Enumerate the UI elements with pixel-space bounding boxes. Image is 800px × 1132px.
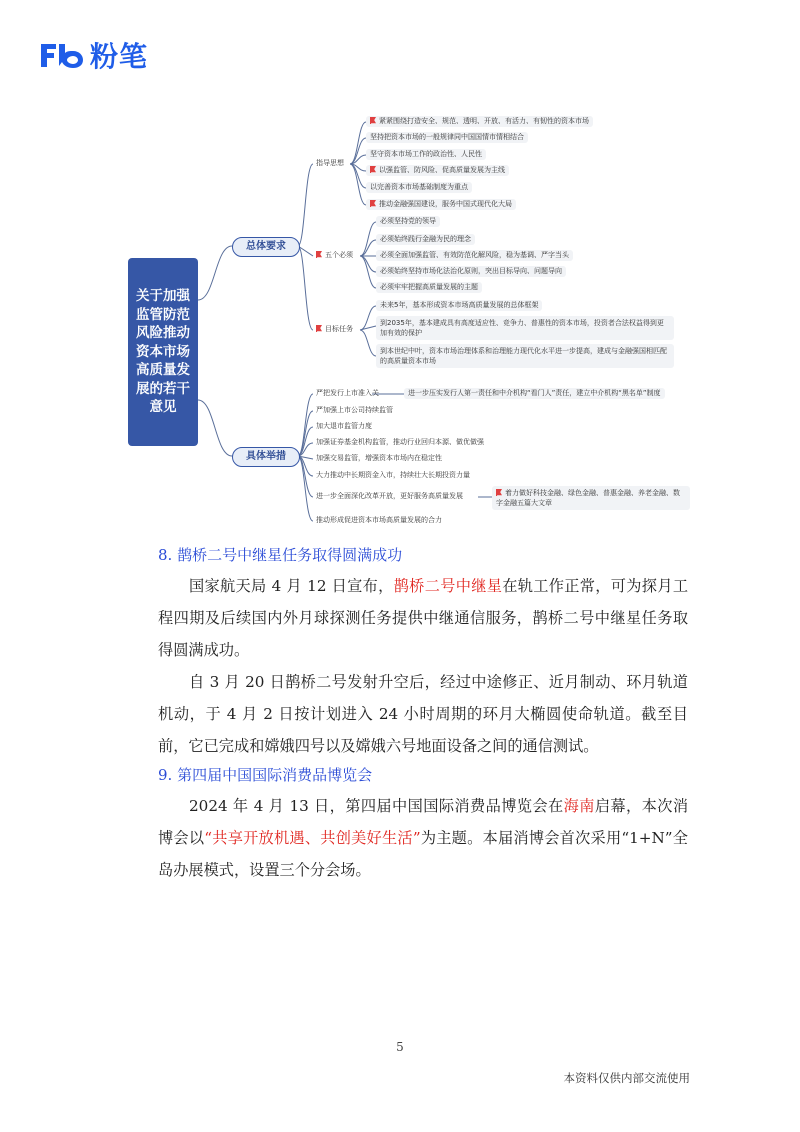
- highlight-theme: “共享开放机遇、共创美好生活”: [204, 829, 421, 847]
- leaf-guiding-5: 以完善资本市场基础制度为重点: [366, 182, 472, 193]
- flag-icon: [316, 251, 322, 258]
- section-8-paragraph-2: 自 3 月 20 日鹊桥二号发射升空后，经过中途修正、近月制动、环月轨道机动，于 4 月 2 日按计划进入 24 小时周期的环月大椭圆使命轨道。截至目前，它已完成和嫦娥四号以及嫦娥六号地面设备之间的通信测试。: [158, 673, 688, 755]
- measure-3: 加大退市监管力度: [316, 422, 372, 430]
- brand-name: 粉笔: [90, 40, 149, 73]
- measure-2: 严加强上市公司持续监管: [316, 406, 393, 414]
- leaf-guiding-3: 坚守资本市场工作的政治性、人民性: [366, 149, 486, 160]
- leaf-guiding-2: 坚持把资本市场的一般规律同中国国情市情相结合: [366, 132, 528, 143]
- branch-specific-measures: 具体举措: [232, 447, 300, 467]
- leaf-guiding-1: 紧紧围绕打造安全、规范、透明、开放、有活力、有韧性的资本市场: [366, 116, 593, 127]
- section-8-heading: 8. 鹊桥二号中继星任务取得圆满成功: [158, 546, 403, 564]
- highlight-hainan: 海南: [563, 797, 595, 815]
- leaf-goal-1: 未来5年，基本形成资本市场高质量发展的总体框架: [376, 300, 542, 311]
- highlight-relay-satellite: 鹊桥二号中继星: [393, 577, 503, 595]
- flag-icon: [496, 489, 502, 496]
- leaf-guiding-4: 以强监管、防风险、促高质量发展为主线: [366, 165, 509, 176]
- leaf-goal-3: 到本世纪中叶，资本市场治理体系和治理能力现代化水平进一步提高，建成与金融强国相匹配的高质量资本市场: [376, 344, 674, 368]
- page-number: 5: [396, 1040, 404, 1054]
- footer-note: 本资料仅供内部交流使用: [563, 1071, 690, 1085]
- flag-icon: [370, 117, 376, 124]
- leaf-five-2: 必须始终践行金融为民的理念: [376, 234, 475, 245]
- measure-1-detail: 进一步压实发行人第一责任和中介机构“看门人”责任，建立中介机构“黑名单”制度: [404, 388, 665, 399]
- mind-map-root: 关于加强监管防范风险推动资本市场高质量发展的若干意见: [128, 258, 198, 446]
- section-9-heading: 9. 第四届中国国际消费品博览会: [158, 766, 373, 784]
- node-goals: 目标任务: [316, 324, 353, 335]
- node-guiding-thought: 指导思想: [316, 159, 344, 167]
- measure-7: 进一步全面深化改革开放，更好服务高质量发展: [316, 492, 463, 500]
- flag-icon: [316, 325, 322, 332]
- leaf-guiding-6: 推动金融强国建设，服务中国式现代化大局: [366, 199, 516, 210]
- flag-icon: [370, 166, 376, 173]
- measure-8: 推动形成促进资本市场高质量发展的合力: [316, 516, 442, 524]
- leaf-five-3: 必须全面加强监管、有效防范化解风险，稳为基调、严字当头: [376, 250, 573, 261]
- measure-4: 加强证券基金机构监管，推动行业回归本源、做优做强: [316, 438, 484, 446]
- measure-5: 加强交易监管，增强资本市场内在稳定性: [316, 454, 442, 462]
- section-9-paragraph-1: 2024 年 4 月 13 日，第四届中国国际消费品博览会在海南启幕，本次消博会以“共享开放机遇、共创美好生活”为主题。本届消博会首次采用“1+N”全岛办展模式，设置三个分会场。: [158, 797, 689, 879]
- leaf-five-1: 必须坚持党的领导: [376, 216, 440, 227]
- node-five-musts: 五个必须: [316, 250, 353, 261]
- section-8-paragraph-1: 国家航天局 4 月 12 日宣布，鹊桥二号中继星在轨工作正常，可为探月工程四期及后续国内外月球探测任务提供中继通信服务，鹊桥二号中继星任务取得圆满成功。: [158, 577, 689, 659]
- leaf-goal-2: 到2035年，基本建成具有高度适应性、竞争力、普惠性的资本市场，投资者合法权益得到更加有效的保护: [376, 316, 674, 340]
- measure-6: 大力推动中长期资金入市，持续壮大长期投资力量: [316, 471, 470, 479]
- measure-7-detail: 着力做好科技金融、绿色金融、普惠金融、养老金融、数字金融五篇大文章: [492, 486, 690, 510]
- flag-icon: [370, 200, 376, 207]
- leaf-five-5: 必须牢牢把握高质量发展的主题: [376, 282, 482, 293]
- leaf-five-4: 必须始终坚持市场化法治化原则，突出目标导向、问题导向: [376, 266, 566, 277]
- measure-1: 严把发行上市准入关: [316, 389, 379, 397]
- branch-general-requirements: 总体要求: [232, 237, 300, 257]
